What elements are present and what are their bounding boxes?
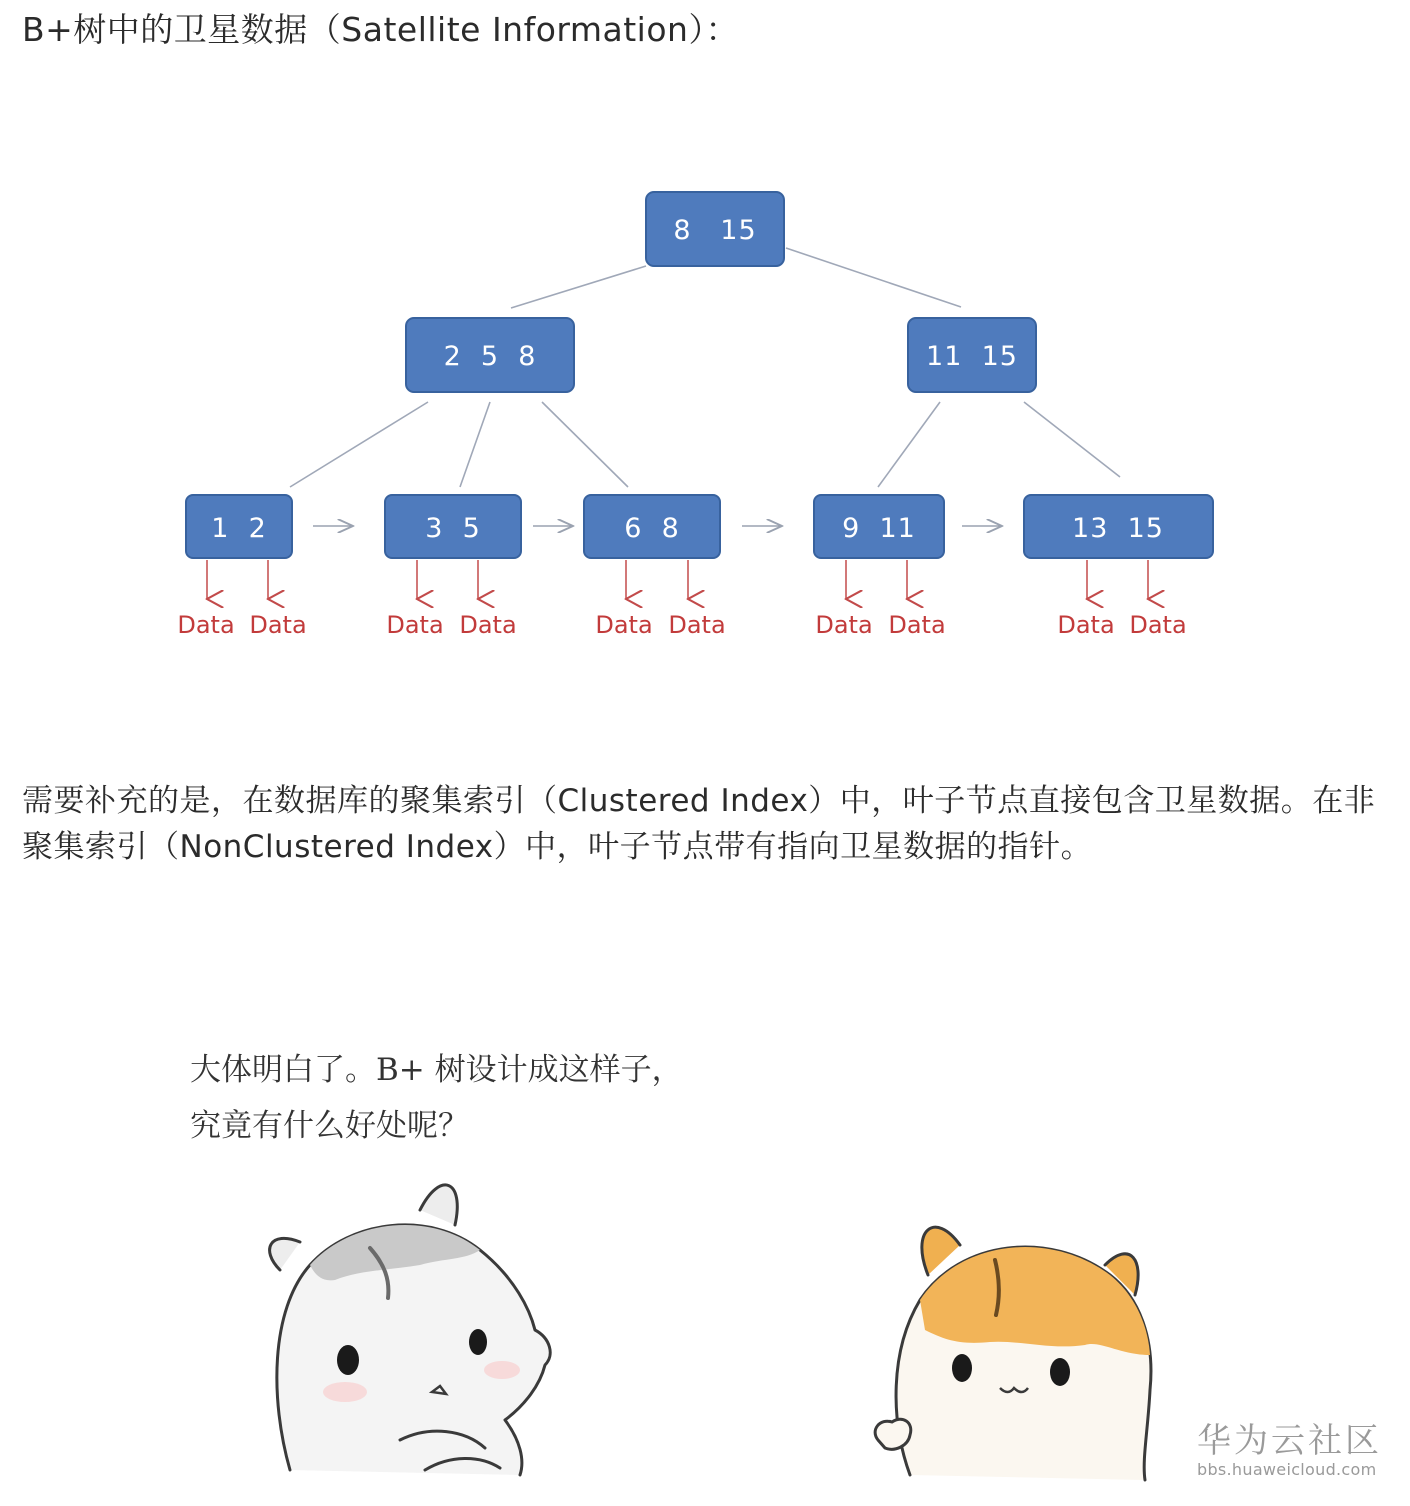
leaf-node-keys: 9 11 — [842, 513, 916, 544]
data-label: Data — [595, 611, 653, 639]
comic-caption: 大体明白了。B+ 树设计成这样子， 究竟有什么好处呢？ — [190, 1052, 683, 1144]
edge-1115-leaf5 — [1024, 402, 1120, 477]
leaf-node-keys: 1 2 — [211, 513, 267, 544]
explanation-paragraph: 需要补充的是，在数据库的聚集索引（Clustered Index）中，叶子节点直接包含卫星数据。在非聚集索引（NonClustered Index）中，叶子节点带有指向卫星数据的指针。 — [22, 783, 1376, 865]
leaf-node-keys: 13 15 — [1072, 513, 1164, 544]
edge-root-left — [511, 266, 646, 308]
leaf-node — [1024, 495, 1213, 558]
internal-node — [406, 318, 574, 392]
data-label: Data — [249, 611, 307, 639]
edge-258-leaf1 — [290, 402, 428, 487]
hamster-comic — [170, 1030, 1250, 1506]
data-labels — [177, 611, 1186, 639]
data-label: Data — [177, 611, 235, 639]
data-label: Data — [1129, 611, 1187, 639]
watermark-name: 华为云社区 — [1197, 1421, 1382, 1461]
data-label: Data — [815, 611, 873, 639]
leaf-node — [385, 495, 521, 558]
edge-258-leaf2 — [460, 402, 490, 487]
watermark — [1197, 1422, 1382, 1480]
leaf-node-keys: 6 8 — [624, 513, 680, 544]
bplus-tree-svg — [0, 150, 1410, 680]
root-node-keys: 8 15 — [673, 215, 757, 246]
edge-1115-leaf4 — [878, 402, 940, 487]
bplus-tree-diagram — [0, 150, 1410, 680]
data-pointer-arrows — [207, 560, 1148, 599]
data-label: Data — [1057, 611, 1115, 639]
edge-258-leaf3 — [542, 402, 628, 487]
internal-node-keys: 2 5 8 — [443, 341, 537, 372]
gray-hamster-illustration — [250, 1170, 570, 1490]
leaf-node — [584, 495, 720, 558]
data-label: Data — [668, 611, 726, 639]
data-label: Data — [459, 611, 517, 639]
internal-node — [908, 318, 1036, 392]
watermark-url: bbs.huaweicloud.com — [1197, 1460, 1377, 1479]
leaf-node — [186, 495, 292, 558]
section-heading: B+树中的卫星数据（Satellite Information）： — [22, 10, 739, 49]
orange-hamster-illustration — [850, 1190, 1170, 1490]
leaf-node-keys: 3 5 — [425, 513, 481, 544]
root-node — [646, 192, 784, 266]
internal-node-keys: 11 15 — [926, 341, 1018, 372]
leaf-node — [814, 495, 944, 558]
data-label: Data — [386, 611, 444, 639]
edge-root-right — [786, 248, 961, 307]
data-label: Data — [888, 611, 946, 639]
